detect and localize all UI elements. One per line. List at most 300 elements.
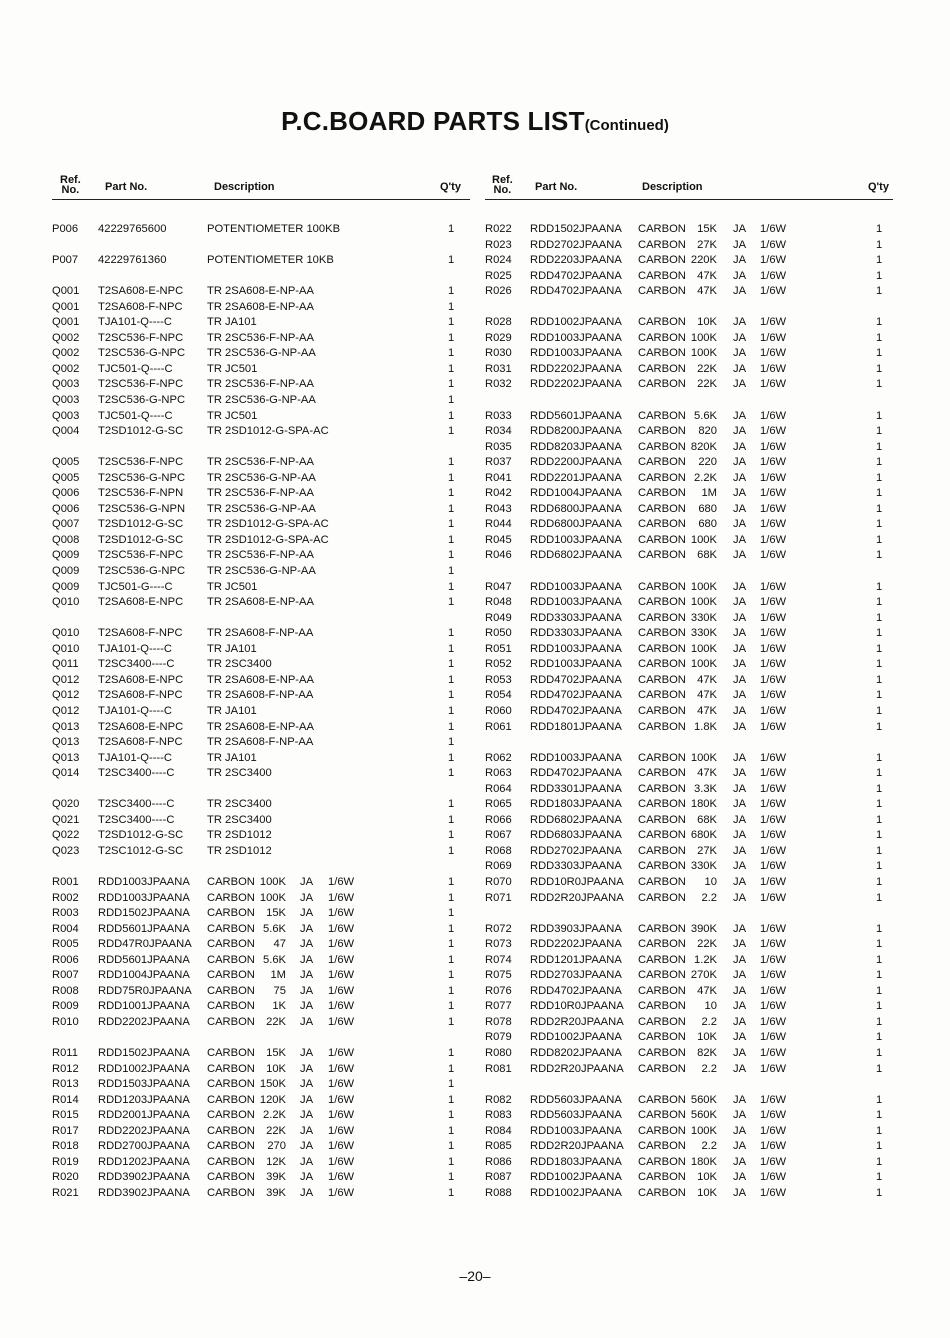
value-cell: 270 xyxy=(267,1140,286,1153)
ref-cell: R064 xyxy=(485,782,512,795)
qty-cell: 1 xyxy=(876,891,883,904)
description-cell: CARBON xyxy=(207,907,255,920)
qty-cell: 1 xyxy=(876,456,883,469)
value-cell: 68K xyxy=(697,549,717,562)
qty-cell: 1 xyxy=(876,658,883,671)
description-cell: CARBON xyxy=(638,844,686,857)
value-cell: 47K xyxy=(697,767,717,780)
table-row xyxy=(52,393,470,409)
tolerance-cell: JA xyxy=(300,907,314,920)
ref-cell: Q007 xyxy=(52,518,80,531)
description-cell: CARBON xyxy=(638,596,686,609)
table-row xyxy=(52,300,470,316)
value-cell: 3.3K xyxy=(693,782,717,795)
description-cell: CARBON xyxy=(638,829,686,842)
wattage-cell: 1/6W xyxy=(760,642,787,655)
part-no-cell: RDD5601JPAANA xyxy=(98,953,190,966)
wattage-cell: 1/6W xyxy=(760,331,787,344)
qty-cell: 1 xyxy=(448,456,455,469)
qty-cell: 1 xyxy=(876,518,883,531)
qty-cell: 1 xyxy=(448,627,455,640)
ref-cell: Q003 xyxy=(52,409,80,422)
tolerance-cell: JA xyxy=(733,347,747,360)
qty-cell: 1 xyxy=(876,347,883,360)
part-no-cell: RDD2203JPAANA xyxy=(530,254,622,267)
ref-cell: Q014 xyxy=(52,767,80,780)
value-cell: 5.6K xyxy=(262,953,286,966)
part-no-cell: RDD4702JPAANA xyxy=(530,767,622,780)
description-cell: CARBON xyxy=(638,1155,686,1168)
table-row xyxy=(52,922,470,938)
left-table-header xyxy=(52,172,470,200)
description-cell: TR 2SD1012 xyxy=(207,844,272,857)
wattage-cell: 1/6W xyxy=(760,953,787,966)
wattage-cell: 1/6W xyxy=(760,969,787,982)
table-row xyxy=(485,642,893,658)
table-row xyxy=(52,797,470,813)
part-no-cell: T2SC536-G-NPC xyxy=(98,347,186,360)
table-row xyxy=(52,564,470,580)
part-no-cell: RDD2202JPAANA xyxy=(530,378,622,391)
ref-cell: Q002 xyxy=(52,347,80,360)
wattage-cell: 1/6W xyxy=(328,922,355,935)
wattage-cell: 1/6W xyxy=(760,829,787,842)
wattage-cell: 1/6W xyxy=(760,549,787,562)
table-row xyxy=(52,1170,470,1186)
tolerance-cell: JA xyxy=(733,1062,747,1075)
ref-cell: R007 xyxy=(52,969,79,982)
table-row xyxy=(52,315,470,331)
tolerance-cell: JA xyxy=(300,1046,314,1059)
ref-cell: R053 xyxy=(485,673,512,686)
qty-cell: 1 xyxy=(448,736,455,749)
ref-cell: Q003 xyxy=(52,378,80,391)
title-sub: (Continued) xyxy=(584,117,669,134)
part-no-cell: RDD6802JPAANA xyxy=(530,813,622,826)
description-cell: TR 2SA608-F-NP-AA xyxy=(207,736,314,749)
table-row xyxy=(485,377,893,393)
value-cell: 22K xyxy=(697,378,717,391)
qty-cell: 1 xyxy=(448,1124,455,1137)
description-cell: CARBON xyxy=(638,782,686,795)
table-row xyxy=(52,813,470,829)
part-no-cell: RDD1503JPAANA xyxy=(98,1078,190,1091)
value-cell: 100K xyxy=(259,891,286,904)
tolerance-cell: JA xyxy=(733,611,747,624)
wattage-cell: 1/6W xyxy=(328,984,355,997)
qty-cell: 1 xyxy=(448,907,455,920)
tolerance-cell: JA xyxy=(733,642,747,655)
part-no-cell: T2SD1012-G-SC xyxy=(98,533,184,546)
wattage-cell: 1/6W xyxy=(760,984,787,997)
qty-cell: 1 xyxy=(448,1140,455,1153)
part-no-cell: RDD1004JPAANA xyxy=(530,487,622,500)
value-cell: 820 xyxy=(698,425,717,438)
table-row xyxy=(485,1077,893,1093)
wattage-cell: 1/6W xyxy=(760,798,787,811)
wattage-cell: 1/6W xyxy=(760,596,787,609)
table-row xyxy=(485,580,893,596)
tolerance-cell: JA xyxy=(300,1186,314,1199)
tolerance-cell: JA xyxy=(733,456,747,469)
wattage-cell: 1/6W xyxy=(760,720,787,733)
tolerance-cell: JA xyxy=(733,1109,747,1122)
description-cell: CARBON xyxy=(638,409,686,422)
part-no-cell: RDD1502JPAANA xyxy=(98,1046,190,1059)
qty-cell: 1 xyxy=(876,813,883,826)
tolerance-cell: JA xyxy=(733,813,747,826)
wattage-cell: 1/6W xyxy=(760,471,787,484)
table-row xyxy=(52,284,470,300)
description-cell: CARBON xyxy=(638,254,686,267)
part-no-cell: T2SD1012-G-SC xyxy=(98,518,184,531)
value-cell: 10K xyxy=(697,1186,717,1199)
part-no-cell: RDD2702JPAANA xyxy=(530,844,622,857)
ref-cell: R054 xyxy=(485,689,512,702)
page-title xyxy=(0,106,950,137)
wattage-cell: 1/6W xyxy=(760,362,787,375)
ref-cell: R082 xyxy=(485,1093,512,1106)
description-cell: CARBON xyxy=(638,549,686,562)
right-table-header xyxy=(485,172,893,200)
ref-cell: Q004 xyxy=(52,425,80,438)
qty-cell: 1 xyxy=(876,549,883,562)
wattage-cell: 1/6W xyxy=(760,1015,787,1028)
tolerance-cell: JA xyxy=(300,1124,314,1137)
qty-cell: 1 xyxy=(448,658,455,671)
qty-cell: 1 xyxy=(448,596,455,609)
qty-cell: 1 xyxy=(448,1171,455,1184)
qty-cell: 1 xyxy=(876,875,883,888)
ref-cell: R047 xyxy=(485,580,512,593)
value-cell: 10 xyxy=(704,1000,717,1013)
part-no-cell: T2SA608-F-NPC xyxy=(98,736,183,749)
description-cell: CARBON xyxy=(638,611,686,624)
value-cell: 180K xyxy=(690,1155,717,1168)
part-no-cell: T2SC1012-G-SC xyxy=(98,844,184,857)
ref-cell: R031 xyxy=(485,362,512,375)
ref-cell: Q005 xyxy=(52,471,80,484)
wattage-cell: 1/6W xyxy=(760,1000,787,1013)
value-cell: 680K xyxy=(690,829,717,842)
part-no-cell: 42229761360 xyxy=(98,254,167,267)
ref-cell: Q003 xyxy=(52,394,80,407)
description-cell: CARBON xyxy=(638,642,686,655)
wattage-cell: 1/6W xyxy=(760,518,787,531)
ref-cell: R087 xyxy=(485,1171,512,1184)
description-cell: TR JA101 xyxy=(207,316,257,329)
ref-cell: R029 xyxy=(485,331,512,344)
ref-cell: R033 xyxy=(485,409,512,422)
part-no-cell: RDD1003JPAANA xyxy=(98,891,190,904)
table-row xyxy=(52,471,470,487)
part-no-cell: RDD2702JPAANA xyxy=(530,238,622,251)
description-cell: TR 2SC3400 xyxy=(207,813,272,826)
part-no-cell: RDD8202JPAANA xyxy=(530,1046,622,1059)
part-no-cell: RDD1003JPAANA xyxy=(530,533,622,546)
value-cell: 1.2K xyxy=(693,953,717,966)
qty-cell: 1 xyxy=(876,596,883,609)
part-no-cell: T2SD1012-G-SC xyxy=(98,829,184,842)
table-row xyxy=(52,751,470,767)
tolerance-cell: JA xyxy=(733,1124,747,1137)
tolerance-cell: JA xyxy=(733,1046,747,1059)
qty-cell: 1 xyxy=(448,798,455,811)
table-row xyxy=(485,859,893,875)
description-cell: TR 2SC536-F-NP-AA xyxy=(207,331,314,344)
part-no-cell: RDD3303JPAANA xyxy=(530,627,622,640)
table-row xyxy=(485,1155,893,1171)
description-cell: TR 2SC3400 xyxy=(207,658,272,671)
description-cell: TR 2SA608-E-NP-AA xyxy=(207,300,314,313)
part-no-cell: T2SA608-E-NPC xyxy=(98,596,184,609)
value-cell: 220K xyxy=(690,254,717,267)
ref-cell: R079 xyxy=(485,1031,512,1044)
table-row xyxy=(485,844,893,860)
table-row xyxy=(485,922,893,938)
qty-cell: 1 xyxy=(448,922,455,935)
ref-cell: Q020 xyxy=(52,798,80,811)
part-no-cell: RDD1203JPAANA xyxy=(98,1093,190,1106)
table-row xyxy=(485,1170,893,1186)
qty-cell: 1 xyxy=(448,1062,455,1075)
qty-cell: 1 xyxy=(876,611,883,624)
part-no-cell: T2SA608-E-NPC xyxy=(98,285,184,298)
part-no-cell: RDD1002JPAANA xyxy=(530,1186,622,1199)
value-cell: 100K xyxy=(690,751,717,764)
table-row xyxy=(52,1124,470,1140)
part-no-cell: T2SC536-G-NPC xyxy=(98,565,186,578)
ref-cell: Q006 xyxy=(52,502,80,515)
description-cell: POTENTIOMETER 10KB xyxy=(207,254,334,267)
part-no-cell: RDD1003JPAANA xyxy=(530,580,622,593)
part-no-cell: RDD1003JPAANA xyxy=(530,751,622,764)
table-row xyxy=(52,720,470,736)
qty-cell: 1 xyxy=(448,223,455,235)
table-row xyxy=(52,766,470,782)
ref-cell: R085 xyxy=(485,1140,512,1153)
qty-cell: 1 xyxy=(876,1109,883,1122)
wattage-cell: 1/6W xyxy=(760,704,787,717)
part-no-cell: RDD4702JPAANA xyxy=(530,673,622,686)
value-cell: 75 xyxy=(273,984,286,997)
ref-cell: R014 xyxy=(52,1093,79,1106)
ref-cell: R045 xyxy=(485,533,512,546)
description-cell: CARBON xyxy=(638,1109,686,1122)
ref-cell: R044 xyxy=(485,518,512,531)
description-cell: TR JA101 xyxy=(207,704,257,717)
table-row xyxy=(52,580,470,596)
wattage-cell: 1/6W xyxy=(760,580,787,593)
ref-cell: R046 xyxy=(485,549,512,562)
ref-cell: R086 xyxy=(485,1155,512,1168)
value-cell: 5.6K xyxy=(262,922,286,935)
description-cell: CARBON xyxy=(638,1124,686,1137)
table-row xyxy=(485,611,893,627)
wattage-cell: 1/6W xyxy=(760,1124,787,1137)
value-cell: 12K xyxy=(266,1155,286,1168)
table-row xyxy=(52,999,470,1015)
value-cell: 560K xyxy=(690,1093,717,1106)
tolerance-cell: JA xyxy=(733,580,747,593)
table-row xyxy=(485,564,893,580)
ref-cell: Q008 xyxy=(52,533,80,546)
description-cell: TR JC501 xyxy=(207,580,258,593)
part-no-cell: T2SC3400----C xyxy=(98,798,175,811)
table-row xyxy=(485,1093,893,1109)
wattage-cell: 1/6W xyxy=(760,1093,787,1106)
description-cell: CARBON xyxy=(638,767,686,780)
description-cell: CARBON xyxy=(638,269,686,282)
ref-cell: R073 xyxy=(485,938,512,951)
table-row xyxy=(52,502,470,518)
value-cell: 22K xyxy=(697,362,717,375)
ref-cell: R023 xyxy=(485,238,512,251)
table-row xyxy=(52,1062,470,1078)
qty-cell: 1 xyxy=(448,1155,455,1168)
description-cell: CARBON xyxy=(638,875,686,888)
qty-cell: 1 xyxy=(448,1109,455,1122)
value-cell: 2.2 xyxy=(701,891,717,904)
ref-cell: R065 xyxy=(485,798,512,811)
qty-cell: 1 xyxy=(876,425,883,438)
description-cell: CARBON xyxy=(638,1062,686,1075)
qty-cell: 1 xyxy=(876,938,883,951)
qty-cell: 1 xyxy=(448,953,455,966)
qty-cell: 1 xyxy=(448,331,455,344)
description-cell: CARBON xyxy=(638,953,686,966)
tolerance-cell: JA xyxy=(733,891,747,904)
value-cell: 5.6K xyxy=(693,409,717,422)
part-no-cell: RDD1201JPAANA xyxy=(530,953,622,966)
description-cell: CARBON xyxy=(638,1093,686,1106)
ref-cell: Q009 xyxy=(52,580,80,593)
part-no-cell: RDD1002JPAANA xyxy=(530,1171,622,1184)
tolerance-cell: JA xyxy=(300,922,314,935)
ref-cell: R003 xyxy=(52,907,79,920)
description-cell: TR 2SD1012-G-SPA-AC xyxy=(207,518,329,531)
table-row xyxy=(485,953,893,969)
tolerance-cell: JA xyxy=(733,798,747,811)
table-row xyxy=(52,906,470,922)
part-no-cell: RDD4702JPAANA xyxy=(530,285,622,298)
qty-cell: 1 xyxy=(448,580,455,593)
qty-header: Q'ty xyxy=(868,181,889,193)
table-row xyxy=(485,1062,893,1078)
part-no-cell: T2SC3400----C xyxy=(98,767,175,780)
qty-cell: 1 xyxy=(876,533,883,546)
description-cell: CARBON xyxy=(638,938,686,951)
tolerance-cell: JA xyxy=(733,238,747,251)
part-no-cell: RDD10R0JPAANA xyxy=(530,1000,624,1013)
ref-cell: R011 xyxy=(52,1046,78,1059)
value-cell: 22K xyxy=(266,1124,286,1137)
ref-cell: R042 xyxy=(485,487,512,500)
value-cell: 330K xyxy=(690,611,717,624)
part-no-cell: RDD3903JPAANA xyxy=(530,922,622,935)
wattage-cell: 1/6W xyxy=(760,860,787,873)
qty-cell: 1 xyxy=(876,1093,883,1106)
table-row xyxy=(485,673,893,689)
table-row xyxy=(52,377,470,393)
ref-cell: R001 xyxy=(52,875,79,888)
description-cell: TR 2SA608-F-NP-AA xyxy=(207,689,314,702)
description-cell: CARBON xyxy=(207,1078,255,1091)
wattage-cell: 1/6W xyxy=(760,938,787,951)
tolerance-cell: JA xyxy=(300,1062,314,1075)
wattage-cell: 1/6W xyxy=(760,378,787,391)
part-no-cell: T2SC536-F-NPC xyxy=(98,549,184,562)
table-row xyxy=(485,331,893,347)
description-cell: CARBON xyxy=(638,1000,686,1013)
part-no-cell: RDD8203JPAANA xyxy=(530,440,622,453)
part-no-cell: RDD1801JPAANA xyxy=(530,720,622,733)
tolerance-cell: JA xyxy=(733,1171,747,1184)
value-cell: 82K xyxy=(697,1046,717,1059)
part-no-cell: T2SC536-F-NPC xyxy=(98,378,184,391)
description-cell: CARBON xyxy=(638,1046,686,1059)
table-row xyxy=(485,626,893,642)
value-cell: 2.2 xyxy=(701,1015,717,1028)
ref-cell: R067 xyxy=(485,829,512,842)
ref-cell: R063 xyxy=(485,767,512,780)
table-row xyxy=(52,1015,470,1031)
tolerance-cell: JA xyxy=(733,969,747,982)
qty-cell: 1 xyxy=(876,331,883,344)
qty-cell: 1 xyxy=(876,767,883,780)
description-cell: CARBON xyxy=(207,953,255,966)
description-cell: CARBON xyxy=(638,533,686,546)
value-cell: 27K xyxy=(697,844,717,857)
description-cell: CARBON xyxy=(207,1109,255,1122)
value-cell: 10 xyxy=(704,875,717,888)
wattage-cell: 1/6W xyxy=(760,285,787,298)
description-cell: CARBON xyxy=(207,1062,255,1075)
qty-cell: 1 xyxy=(876,844,883,857)
ref-cell: R037 xyxy=(485,456,512,469)
value-cell: 100K xyxy=(690,347,717,360)
qty-cell: 1 xyxy=(448,487,455,500)
wattage-cell: 1/6W xyxy=(760,254,787,267)
part-no-cell: RDD2001JPAANA xyxy=(98,1109,190,1122)
table-row xyxy=(485,704,893,720)
table-row xyxy=(52,1139,470,1155)
table-row xyxy=(485,1046,893,1062)
qty-cell: 1 xyxy=(448,502,455,515)
description-cell: CARBON xyxy=(638,1140,686,1153)
part-no-cell: RDD2700JPAANA xyxy=(98,1140,190,1153)
part-no-header: Part No. xyxy=(105,181,148,193)
description-cell: CARBON xyxy=(638,362,686,375)
table-row xyxy=(485,906,893,922)
part-no-cell: 42229765600 xyxy=(98,223,167,235)
wattage-cell: 1/6W xyxy=(328,1078,355,1091)
tolerance-cell: JA xyxy=(300,984,314,997)
table-row xyxy=(52,222,470,238)
qty-cell: 1 xyxy=(876,1124,883,1137)
description-cell: CARBON xyxy=(207,1186,255,1199)
wattage-cell: 1/6W xyxy=(328,1124,355,1137)
table-row xyxy=(52,1030,470,1046)
qty-cell: 1 xyxy=(448,316,455,329)
ref-cell: R002 xyxy=(52,891,79,904)
qty-cell: 1 xyxy=(448,518,455,531)
description-header: Description xyxy=(642,181,703,193)
description-cell: CARBON xyxy=(638,1015,686,1028)
ref-cell: R018 xyxy=(52,1140,79,1153)
table-row xyxy=(485,968,893,984)
qty-cell: 1 xyxy=(876,751,883,764)
